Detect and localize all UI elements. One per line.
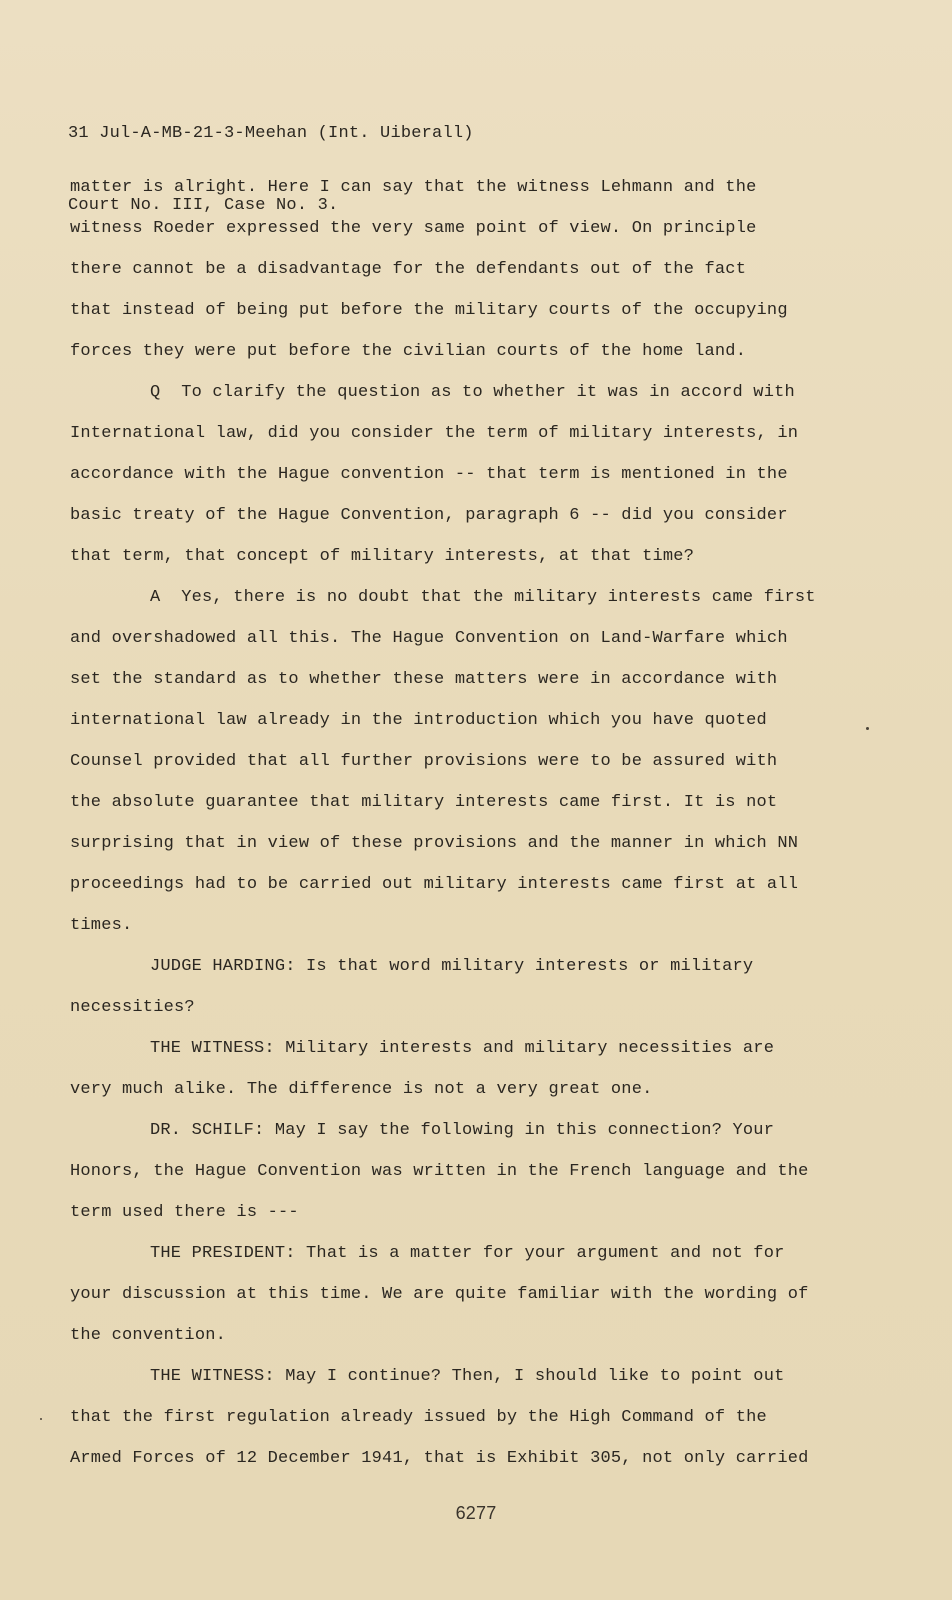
transcript-line: your discussion at this time. We are quite familiar with the wording of xyxy=(70,1285,809,1304)
transcript-line: that term, that concept of military interests, at that time? xyxy=(70,547,695,566)
transcript-line: that the first regulation already issued by the High Command of the xyxy=(70,1408,767,1427)
transcript-line: very much alike. The difference is not a very great one. xyxy=(70,1080,653,1099)
page-number: 6277 xyxy=(455,1503,497,1523)
transcript-line: that instead of being put before the military courts of the occupying xyxy=(70,301,788,320)
transcript-line: necessities? xyxy=(70,998,195,1017)
transcript-line: the absolute guarantee that military interests came first. It is not xyxy=(70,793,778,812)
transcript-line: the convention. xyxy=(70,1326,227,1345)
transcript-line: Honors, the Hague Convention was written in the French language and the xyxy=(70,1162,809,1181)
transcript-line: times. xyxy=(70,916,133,935)
transcript-body xyxy=(70,176,880,1488)
transcript-line: set the standard as to whether these matters were in accordance with xyxy=(70,670,778,689)
transcript-line: and overshadowed all this. The Hague Convention on Land-Warfare which xyxy=(70,629,788,648)
transcript-line: proceedings had to be carried out military interests came first at all xyxy=(70,875,799,894)
header-court-case: Court No. III, Case No. 3. xyxy=(68,196,339,215)
transcript-line: witness Roeder expressed the very same point of view. On principle xyxy=(70,219,757,238)
paper-speck xyxy=(866,727,869,730)
transcript-line: accordance with the Hague convention -- that term is mentioned in the xyxy=(70,465,788,484)
transcript-line: matter is alright. Here I can say that the witness Lehmann and the xyxy=(70,178,757,197)
transcript-line: international law already in the introduction which you have quoted xyxy=(70,711,767,730)
paper-speck xyxy=(40,1418,42,1420)
transcript-line: forces they were put before the civilian courts of the home land. xyxy=(70,342,747,361)
transcript-line: surprising that in view of these provisions and the manner in which NN xyxy=(70,834,799,853)
speaker-line: DR. SCHILF: May I say the following in this connection? Your xyxy=(150,1121,775,1140)
transcript-line: Armed Forces of 12 December 1941, that is Exhibit 305, not only carried xyxy=(70,1449,809,1468)
transcript-line: term used there is --- xyxy=(70,1203,299,1222)
speaker-line: THE WITNESS: Military interests and military necessities are xyxy=(150,1039,775,1058)
transcript-line: basic treaty of the Hague Convention, paragraph 6 -- did you consider xyxy=(70,506,788,525)
question-line: Q To clarify the question as to whether it was in accord with xyxy=(150,383,795,402)
answer-line: A Yes, there is no doubt that the military interests came first xyxy=(150,588,816,607)
transcript-line: International law, did you consider the term of military interests, in xyxy=(70,424,799,443)
transcript-line: Counsel provided that all further provisions were to be assured with xyxy=(70,752,778,771)
speaker-line: JUDGE HARDING: Is that word military interests or military xyxy=(150,957,754,976)
speaker-line: THE PRESIDENT: That is a matter for your argument and not for xyxy=(150,1244,785,1263)
header-reference: 31 Jul-A-MB-21-3-Meehan (Int. Uiberall) xyxy=(68,124,474,143)
speaker-line: THE WITNESS: May I continue? Then, I should like to point out xyxy=(150,1367,785,1386)
transcript-line: there cannot be a disadvantage for the defendants out of the fact xyxy=(70,260,747,279)
